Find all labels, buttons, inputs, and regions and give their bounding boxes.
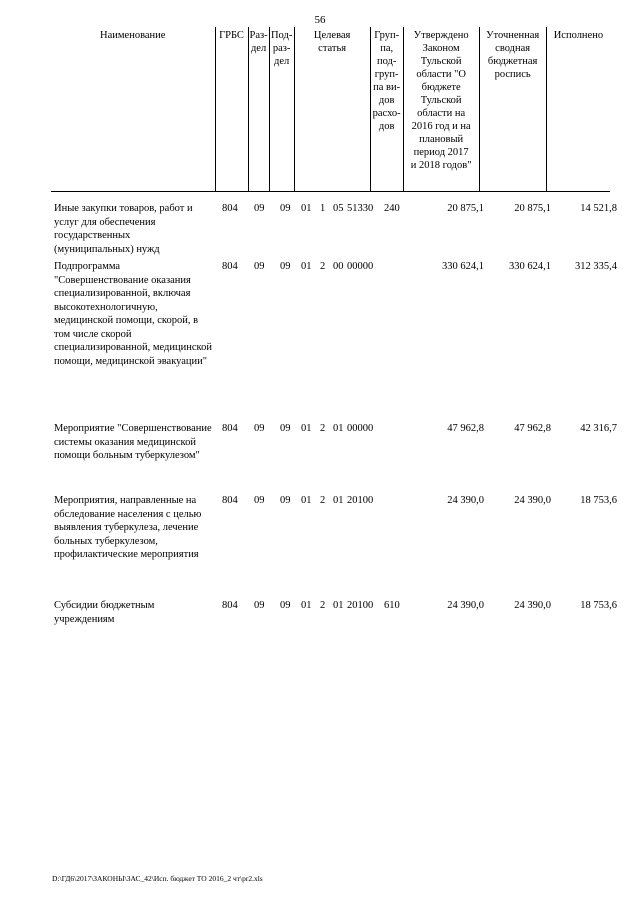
row-razdel: 09: [254, 203, 265, 214]
row-razdel: 09: [254, 261, 265, 272]
row-utochnennaya: 24 390,0: [514, 600, 551, 611]
row-ts1: 01: [301, 261, 312, 272]
row-razdel: 09: [254, 495, 265, 506]
row-ispolneno: 14 521,8: [580, 203, 617, 214]
row-podrazdel: 09: [280, 423, 291, 434]
row-ts3: 01: [333, 600, 344, 611]
column-header-tselevaya: Целевая статья: [294, 27, 370, 192]
row-ispolneno: 18 753,6: [580, 495, 617, 506]
column-header-utverzhdeno: Утверждено Законом Тульской области "О бюджете Тульской области на 2016 год и на плановый период 2017 и 2018 годов": [403, 27, 479, 192]
row-ts4: 20100: [347, 495, 374, 506]
row-name: Субсидии бюджетным учреждениям: [54, 600, 155, 625]
row-name: Мероприятие "Совершенствование системы оказания медицинской помощи больным туберкулезом": [54, 423, 212, 461]
column-header-gruppa: Груп- па, под- груп- па ви- дов расхо- дов: [370, 27, 403, 192]
column-header-utochnennaya: Уточненная сводная бюджетная роспись: [479, 27, 546, 192]
row-utverzhdeno: 24 390,0: [447, 495, 484, 506]
row-ispolneno: 312 335,4: [575, 261, 617, 272]
row-name: Подпрограмма "Совершенствование оказания специализированной, включая высокотехнологичную, медицинской помощи, скорой, в том числе скорой специализированной, медицинской помощи, медицинской эвакуации": [54, 261, 212, 367]
row-utochnennaya: 47 962,8: [514, 423, 551, 434]
column-header-podrazdel: Под- раз- дел: [269, 27, 294, 192]
row-ts2: 1: [320, 203, 326, 214]
row-ts1: 01: [301, 495, 312, 506]
row-grbs: 804: [222, 600, 238, 611]
footer-file-path: D:\ГД6\2017\ЗАКОНЫ\ЗАС_42\Исп. бюджет ТО 2016_2 чт\pr2.xls: [52, 874, 263, 883]
row-ts3: 01: [333, 423, 344, 434]
row-podrazdel: 09: [280, 203, 291, 214]
column-header-ispolneno: Исполнено: [546, 27, 610, 192]
row-gruppa: 240: [384, 203, 400, 214]
column-header-name: Наименование: [51, 27, 215, 192]
row-ts3: 05: [333, 203, 344, 214]
row-razdel: 09: [254, 600, 265, 611]
row-ts4: 51330: [347, 203, 374, 214]
row-ts4: 00000: [347, 423, 374, 434]
row-grbs: 804: [222, 423, 238, 434]
row-utverzhdeno: 330 624,1: [442, 261, 484, 272]
row-utverzhdeno: 24 390,0: [447, 600, 484, 611]
row-ispolneno: 18 753,6: [580, 600, 617, 611]
row-ts1: 01: [301, 423, 312, 434]
page-number: 56: [314, 14, 326, 26]
row-razdel: 09: [254, 423, 265, 434]
row-grbs: 804: [222, 495, 238, 506]
row-ts2: 2: [320, 600, 326, 611]
row-gruppa: 610: [384, 600, 400, 611]
row-ispolneno: 42 316,7: [580, 423, 617, 434]
row-name: Иные закупки товаров, работ и услуг для обеспечения государственных (муниципальных) нужд: [54, 203, 193, 255]
row-ts2: 2: [320, 423, 326, 434]
row-ts3: 00: [333, 261, 344, 272]
column-header-grbs: ГРБС: [215, 27, 248, 192]
row-utverzhdeno: 20 875,1: [447, 203, 484, 214]
column-header-razdel: Раз- дел: [248, 27, 269, 192]
row-ts2: 2: [320, 261, 326, 272]
row-utochnennaya: 20 875,1: [514, 203, 551, 214]
row-grbs: 804: [222, 261, 238, 272]
row-podrazdel: 09: [280, 495, 291, 506]
row-ts2: 2: [320, 495, 326, 506]
row-podrazdel: 09: [280, 600, 291, 611]
row-name: Мероприятия, направленные на обследование населения с целью выявления туберкулеза, лечение больных туберкулезом, профилактические мероприятия: [54, 495, 202, 560]
row-ts4: 20100: [347, 600, 374, 611]
row-grbs: 804: [222, 203, 238, 214]
row-ts3: 01: [333, 495, 344, 506]
row-ts4: 00000: [347, 261, 374, 272]
row-ts1: 01: [301, 600, 312, 611]
row-utochnennaya: 24 390,0: [514, 495, 551, 506]
row-podrazdel: 09: [280, 261, 291, 272]
row-utochnennaya: 330 624,1: [509, 261, 551, 272]
row-utverzhdeno: 47 962,8: [447, 423, 484, 434]
row-ts1: 01: [301, 203, 312, 214]
